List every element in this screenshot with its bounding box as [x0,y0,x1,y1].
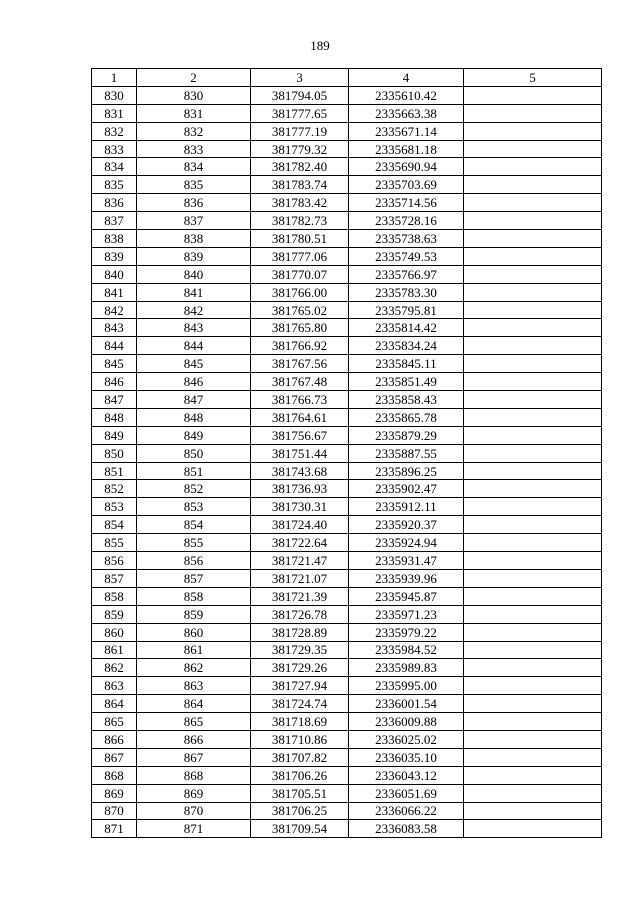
table-cell: 381706.25 [251,802,349,820]
table-cell: 849 [137,426,251,444]
table-cell: 381767.48 [251,373,349,391]
table-cell: 381779.32 [251,140,349,158]
table-cell: 857 [92,569,137,587]
table-cell: 850 [92,444,137,462]
table-row [92,713,602,731]
table-row [92,337,602,355]
table-cell: 856 [137,552,251,570]
table-cell: 860 [137,623,251,641]
table-cell: 2336083.58 [349,820,464,838]
table-cell: 2335783.30 [349,283,464,301]
table-row [92,820,602,838]
table-cell: 2336035.10 [349,748,464,766]
table-cell: 837 [137,212,251,230]
table-cell: 860 [92,623,137,641]
table-cell: 2335896.25 [349,462,464,480]
table-cell: 2336043.12 [349,766,464,784]
table-cell: 2335690.94 [349,158,464,176]
column-header: 3 [251,69,349,87]
table-cell: 381783.42 [251,194,349,212]
table-row [92,444,602,462]
table-cell: 836 [92,194,137,212]
table-cell [464,802,602,820]
table-row [92,516,602,534]
table-row [92,552,602,570]
table-row [92,265,602,283]
table-cell: 869 [92,784,137,802]
table-cell: 868 [92,766,137,784]
table-cell: 381721.07 [251,569,349,587]
column-header: 4 [349,69,464,87]
table-cell: 2335681.18 [349,140,464,158]
table-cell: 832 [137,122,251,140]
table-row [92,766,602,784]
table-cell: 381756.67 [251,426,349,444]
column-header: 5 [464,69,602,87]
table-row [92,498,602,516]
table-cell: 856 [92,552,137,570]
table-cell: 381766.92 [251,337,349,355]
table-row [92,802,602,820]
table-cell: 861 [92,641,137,659]
table-cell [464,212,602,230]
table-row [92,355,602,373]
table-cell: 851 [137,462,251,480]
table-row [92,283,602,301]
table-cell: 840 [92,265,137,283]
table-cell: 863 [137,677,251,695]
table-cell: 381736.93 [251,480,349,498]
table-cell: 867 [137,748,251,766]
table-cell: 845 [137,355,251,373]
table-cell [464,587,602,605]
table-cell: 830 [92,86,137,104]
table-cell: 2336025.02 [349,730,464,748]
table-cell: 851 [92,462,137,480]
table-cell: 2335945.87 [349,587,464,605]
table-cell [464,820,602,838]
table-cell: 381727.94 [251,677,349,695]
table-cell [464,301,602,319]
table-cell [464,86,602,104]
table-cell: 852 [137,480,251,498]
table-cell: 850 [137,444,251,462]
table-cell: 863 [92,677,137,695]
table-row [92,569,602,587]
table-row [92,104,602,122]
table-cell: 830 [137,86,251,104]
table-cell [464,230,602,248]
table-cell [464,730,602,748]
table-cell: 2336009.88 [349,713,464,731]
table-cell: 2335738.63 [349,230,464,248]
table-cell: 2335902.47 [349,480,464,498]
table-row [92,86,602,104]
table-cell: 381710.86 [251,730,349,748]
table-cell: 843 [137,319,251,337]
table-cell: 2336066.22 [349,802,464,820]
table-cell: 2335714.56 [349,194,464,212]
table-cell [464,158,602,176]
table-row [92,212,602,230]
table-cell: 381782.40 [251,158,349,176]
table-cell: 381777.19 [251,122,349,140]
table-cell: 844 [92,337,137,355]
table-cell: 381724.40 [251,516,349,534]
table-cell: 381767.56 [251,355,349,373]
table-cell: 859 [92,605,137,623]
table-cell [464,265,602,283]
table-cell [464,569,602,587]
table-row [92,247,602,265]
table-cell: 2335995.00 [349,677,464,695]
table-cell: 843 [92,319,137,337]
table-row [92,373,602,391]
table-cell: 852 [92,480,137,498]
table-cell: 381765.80 [251,319,349,337]
table-cell: 2335887.55 [349,444,464,462]
table-cell: 381724.74 [251,695,349,713]
column-header: 2 [137,69,251,87]
table-cell: 834 [92,158,137,176]
table-cell: 842 [92,301,137,319]
table-cell: 2335851.49 [349,373,464,391]
table-cell: 871 [137,820,251,838]
table-cell [464,766,602,784]
table-cell: 2335795.81 [349,301,464,319]
table-cell [464,176,602,194]
table-cell: 2335845.11 [349,355,464,373]
table-cell [464,748,602,766]
table-cell: 840 [137,265,251,283]
table-cell: 2335610.42 [349,86,464,104]
table-cell [464,534,602,552]
table-cell [464,641,602,659]
table-cell: 853 [137,498,251,516]
table-cell [464,122,602,140]
table-cell [464,713,602,731]
table-row [92,784,602,802]
table-cell: 865 [137,713,251,731]
table-cell: 855 [92,534,137,552]
table-cell: 381794.05 [251,86,349,104]
table-cell: 854 [137,516,251,534]
table-cell: 381766.00 [251,283,349,301]
table-cell: 381721.47 [251,552,349,570]
table-cell: 848 [137,408,251,426]
table-cell: 2335989.83 [349,659,464,677]
table-row [92,391,602,409]
table-cell: 871 [92,820,137,838]
table-cell: 838 [92,230,137,248]
table-cell: 381777.06 [251,247,349,265]
table-cell: 855 [137,534,251,552]
table-cell [464,319,602,337]
table-cell [464,194,602,212]
table-cell: 848 [92,408,137,426]
table-cell [464,373,602,391]
table-cell: 861 [137,641,251,659]
table-row [92,230,602,248]
table-cell: 2335984.52 [349,641,464,659]
table-row [92,730,602,748]
table-cell: 381743.68 [251,462,349,480]
table-row [92,140,602,158]
table-cell: 381770.07 [251,265,349,283]
table-cell [464,605,602,623]
table-row [92,480,602,498]
table-cell: 381729.35 [251,641,349,659]
table-cell: 381780.51 [251,230,349,248]
table-cell [464,677,602,695]
table-cell: 841 [137,283,251,301]
table-row [92,534,602,552]
table-cell: 864 [92,695,137,713]
table-cell: 2335834.24 [349,337,464,355]
coordinates-table [91,68,602,838]
table-row [92,587,602,605]
table-cell: 834 [137,158,251,176]
table-cell: 2335912.11 [349,498,464,516]
table-cell: 2335924.94 [349,534,464,552]
table-cell: 381729.26 [251,659,349,677]
table-cell: 2335920.37 [349,516,464,534]
table-cell: 381722.64 [251,534,349,552]
table-cell [464,462,602,480]
table-cell [464,516,602,534]
table-cell [464,695,602,713]
table-cell: 381726.78 [251,605,349,623]
table-cell: 2335728.16 [349,212,464,230]
table-row [92,176,602,194]
table-cell: 866 [137,730,251,748]
table-cell: 854 [92,516,137,534]
table-cell: 2335879.29 [349,426,464,444]
table-row [92,319,602,337]
table-cell: 2335766.97 [349,265,464,283]
table-header-row [92,69,602,87]
table-cell: 2335703.69 [349,176,464,194]
table-row [92,641,602,659]
table-cell [464,104,602,122]
table-cell: 853 [92,498,137,516]
table-cell: 836 [137,194,251,212]
table-cell: 381705.51 [251,784,349,802]
page-number: 189 [310,38,330,53]
table-cell: 381706.26 [251,766,349,784]
table-cell [464,444,602,462]
table-row [92,677,602,695]
table-row [92,695,602,713]
table-row [92,748,602,766]
table-cell: 864 [137,695,251,713]
table-cell: 845 [92,355,137,373]
table-cell: 2336001.54 [349,695,464,713]
table-row [92,408,602,426]
table-cell: 859 [137,605,251,623]
table-cell: 847 [92,391,137,409]
table-row [92,462,602,480]
table-row [92,122,602,140]
table-cell: 862 [137,659,251,677]
table-body [92,86,602,837]
table-cell [464,391,602,409]
table-cell: 862 [92,659,137,677]
table-cell: 846 [92,373,137,391]
table-cell [464,623,602,641]
table-row [92,426,602,444]
table-row [92,301,602,319]
table-cell: 381707.82 [251,748,349,766]
table-cell: 844 [137,337,251,355]
table-cell: 2335749.53 [349,247,464,265]
table-cell: 831 [92,104,137,122]
table-cell: 849 [92,426,137,444]
table-cell [464,498,602,516]
table-cell [464,408,602,426]
table-row [92,623,602,641]
table-cell: 2335814.42 [349,319,464,337]
table-cell: 839 [92,247,137,265]
table-cell: 857 [137,569,251,587]
table-cell [464,659,602,677]
table-cell [464,784,602,802]
table-cell: 868 [137,766,251,784]
table-cell: 2335931.47 [349,552,464,570]
table-cell: 870 [137,802,251,820]
table-cell: 865 [92,713,137,731]
table-cell: 2335858.43 [349,391,464,409]
table-cell: 2335939.96 [349,569,464,587]
table-cell: 847 [137,391,251,409]
table-cell: 381709.54 [251,820,349,838]
table-cell: 381783.74 [251,176,349,194]
column-header: 1 [92,69,137,87]
table-cell: 839 [137,247,251,265]
table-cell: 846 [137,373,251,391]
table-cell [464,283,602,301]
table-row [92,659,602,677]
table-cell [464,337,602,355]
table-cell: 381777.65 [251,104,349,122]
table-row [92,605,602,623]
table-cell: 2336051.69 [349,784,464,802]
table-row [92,158,602,176]
table-cell: 381728.89 [251,623,349,641]
table-cell: 858 [92,587,137,605]
table-cell [464,552,602,570]
table-cell: 381766.73 [251,391,349,409]
table-cell: 381782.73 [251,212,349,230]
table-cell: 866 [92,730,137,748]
table-cell: 835 [137,176,251,194]
table-row [92,194,602,212]
table-cell: 837 [92,212,137,230]
table-cell: 381765.02 [251,301,349,319]
table-cell: 381721.39 [251,587,349,605]
table-cell: 870 [92,802,137,820]
table-cell: 2335865.78 [349,408,464,426]
table-cell [464,426,602,444]
table-cell: 381751.44 [251,444,349,462]
table-cell: 838 [137,230,251,248]
table-cell: 841 [92,283,137,301]
table-cell: 832 [92,122,137,140]
table-cell: 833 [92,140,137,158]
table-cell: 2335971.23 [349,605,464,623]
table-cell: 835 [92,176,137,194]
table-cell: 858 [137,587,251,605]
table-cell: 2335979.22 [349,623,464,641]
table-cell [464,355,602,373]
table-cell [464,140,602,158]
table-cell: 381764.61 [251,408,349,426]
table-cell: 869 [137,784,251,802]
table-cell: 842 [137,301,251,319]
table-cell: 867 [92,748,137,766]
table-cell: 2335663.38 [349,104,464,122]
table-cell [464,480,602,498]
table-cell: 833 [137,140,251,158]
table-cell: 381730.31 [251,498,349,516]
table-cell: 381718.69 [251,713,349,731]
table-cell [464,247,602,265]
table-cell: 831 [137,104,251,122]
table-cell: 2335671.14 [349,122,464,140]
